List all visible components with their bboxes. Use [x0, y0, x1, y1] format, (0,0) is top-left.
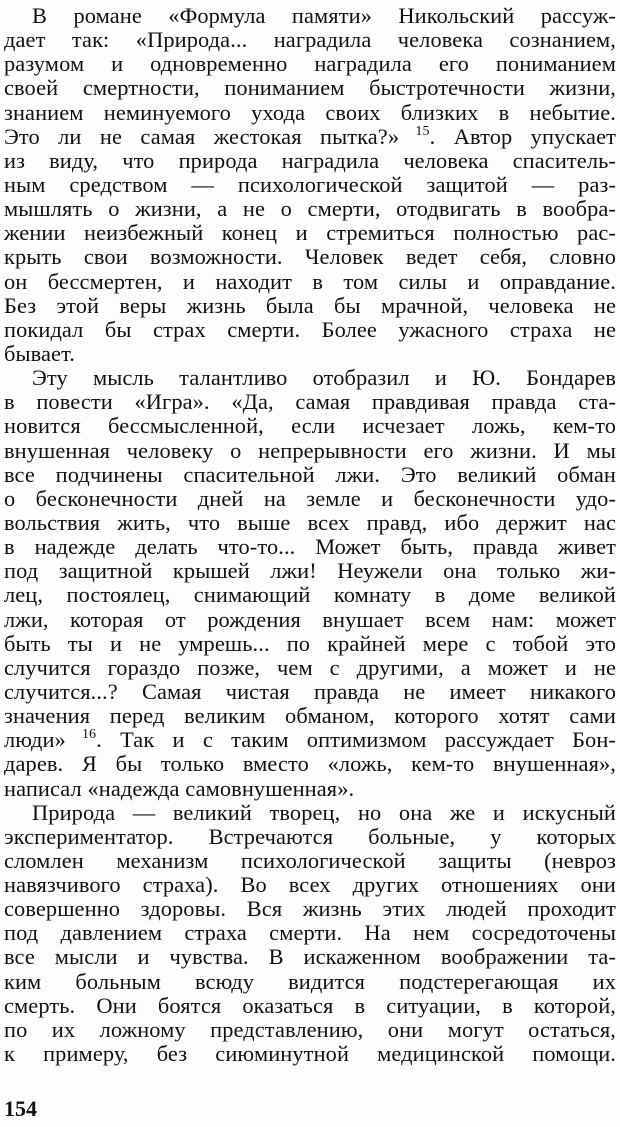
paragraph-line	[4, 1042, 616, 1066]
paragraph-line	[4, 221, 616, 245]
paragraph-line	[4, 463, 616, 487]
paragraph-line	[4, 487, 616, 511]
paragraph-line	[4, 704, 616, 728]
line-text: Это ли не самая жестокая пытка?»	[4, 124, 400, 149]
line-text: дает так: «Природа... наградила человека сознанием,	[4, 28, 616, 53]
line-text: дарев. Я бы только вместо «ложь, кем-то внушенная»,	[4, 752, 616, 777]
line-text: лец, постоялец, снимающий комнату в доме великой	[4, 583, 616, 608]
paragraph-line	[4, 390, 616, 414]
line-text: совершенно здоровы. Вся жизнь этих людей проходит	[4, 897, 616, 922]
paragraph-line	[4, 921, 616, 945]
line-text: вольствия жить, что выше всех правд, ибо держит нас	[4, 510, 616, 535]
paragraph-first-line	[4, 4, 616, 28]
line-text-continuation: . Автор упускает	[429, 124, 616, 149]
line-text: случится...? Самая чистая правда не имеет никакого	[4, 679, 616, 704]
line-text: своей смертности, пониманием быстротечности жизни,	[4, 76, 616, 101]
paragraph-line	[4, 511, 616, 535]
line-text: в повести «Игра». «Да, самая правдивая правда ста-	[4, 390, 616, 415]
line-text: Эту мысль талантливо отобразил и Ю. Бондарев	[32, 366, 616, 391]
line-text: покидал бы страх смерти. Более ужасного страха не	[4, 317, 616, 342]
line-text: разумом и одновременно наградила его пониманием	[4, 52, 616, 77]
line-text: ким больным всюду видится подстерегающая их	[4, 969, 616, 994]
line-text: по их ложному представлению, они могут остаться,	[4, 1017, 616, 1042]
line-text: люди»	[4, 728, 66, 753]
line-text: экспериментатор. Встречаются больные, у которых	[4, 824, 616, 849]
page-body-text	[4, 4, 616, 1066]
paragraph-line	[4, 245, 616, 269]
paragraph-line	[4, 270, 616, 294]
line-text: из виду, что природа наградила человека спаситель-	[4, 148, 616, 173]
paragraph-line	[4, 318, 616, 342]
line-text: к примеру, без сиюминутной медицинской помощи.	[4, 1042, 616, 1067]
line-text: под давлением страха смерти. На нем сосредоточены	[4, 921, 616, 946]
line-text: о бесконечности дней на земле и бесконечности удо-	[4, 486, 616, 511]
paragraph-line	[4, 849, 616, 873]
line-text: все подчинены спасительной лжи. Это великий обман	[4, 462, 616, 487]
line-text: сломлен механизм психологической защиты (невроз	[4, 848, 616, 873]
paragraph-line	[4, 994, 616, 1018]
page-number: 154	[4, 1096, 37, 1121]
line-text: в надежде делать что-то... Может быть, правда живет	[4, 535, 616, 560]
line-text: под защитной крышей лжи! Неужели она только жи-	[4, 559, 616, 584]
paragraph-line	[4, 1018, 616, 1042]
paragraph-line	[4, 439, 616, 463]
line-text: ным средством — психологической защитой — раз-	[4, 172, 616, 197]
paragraph-line	[4, 559, 616, 583]
paragraph-line	[4, 873, 616, 897]
line-text: бывает.	[4, 341, 75, 366]
paragraph-line	[4, 342, 616, 366]
paragraph-line	[4, 535, 616, 559]
line-text: крыть свои возможности. Человек ведет себя, словно	[4, 245, 616, 270]
line-text: мышлять о жизни, а не о смерти, отодвигать в вообра-	[4, 197, 616, 222]
paragraph-line	[4, 970, 616, 994]
footnote-reference: 16	[65, 728, 97, 743]
paragraph-line	[4, 414, 616, 438]
line-text: Природа — великий творец, но она же и искусный	[32, 800, 616, 825]
line-text: навязчивого страха). Во всех других отношениях они	[4, 873, 616, 898]
line-text: все мысли и чувства. В искаженном воображении та-	[4, 945, 616, 970]
line-text: лжи, которая от рождения внушает всем нам: может	[4, 607, 616, 632]
line-text: новится бессмысленной, если исчезает ложь, кем-то	[4, 414, 616, 439]
line-text: В романе «Формула памяти» Никольский рассуж-	[32, 4, 616, 28]
paragraph-line	[4, 632, 616, 656]
paragraph-line	[4, 28, 616, 52]
paragraph-line	[4, 897, 616, 921]
line-text: быть ты и не умрешь... по крайней мере с тобой это	[4, 631, 616, 656]
paragraph-line	[4, 608, 616, 632]
paragraph-line	[4, 583, 616, 607]
paragraph-line	[4, 52, 616, 76]
paragraph-line	[4, 825, 616, 849]
paragraph-first-line	[4, 801, 616, 825]
line-text: жении неизбежный конец и стремиться полностью рас-	[4, 221, 616, 246]
paragraph-line	[4, 656, 616, 680]
line-text: написал «надежда самовнушенная».	[4, 776, 355, 801]
paragraph-line	[4, 101, 616, 125]
line-text: знанием неминуемого ухода своих близких в небытие.	[4, 100, 616, 125]
line-text: внушенная человеку о непрерывности его жизни. И мы	[4, 438, 616, 463]
paragraph-first-line	[4, 366, 616, 390]
line-text: значения перед великим обманом, которого хотят сами	[4, 704, 616, 729]
line-text: случится гораздо позже, чем с другими, а может и не	[4, 655, 616, 680]
paragraph-line	[4, 728, 616, 752]
line-text-continuation: . Так и с таким оптимизмом рассуждает Бон-	[96, 728, 616, 753]
paragraph-line	[4, 777, 616, 801]
paragraph-line	[4, 125, 616, 149]
paragraph-line	[4, 752, 616, 776]
paragraph-line	[4, 294, 616, 318]
line-text: смерть. Они боятся оказаться в ситуации, в которой,	[4, 993, 616, 1018]
paragraph-line	[4, 173, 616, 197]
paragraph-line	[4, 76, 616, 100]
paragraph-line	[4, 197, 616, 221]
line-text: Без этой веры жизнь была бы мрачной, человека не	[4, 293, 616, 318]
paragraph-line	[4, 149, 616, 173]
paragraph-line	[4, 680, 616, 704]
paragraph-line	[4, 945, 616, 969]
footnote-reference: 15	[399, 124, 430, 139]
line-text: он бессмертен, и находит в том силы и оправдание.	[4, 269, 616, 294]
